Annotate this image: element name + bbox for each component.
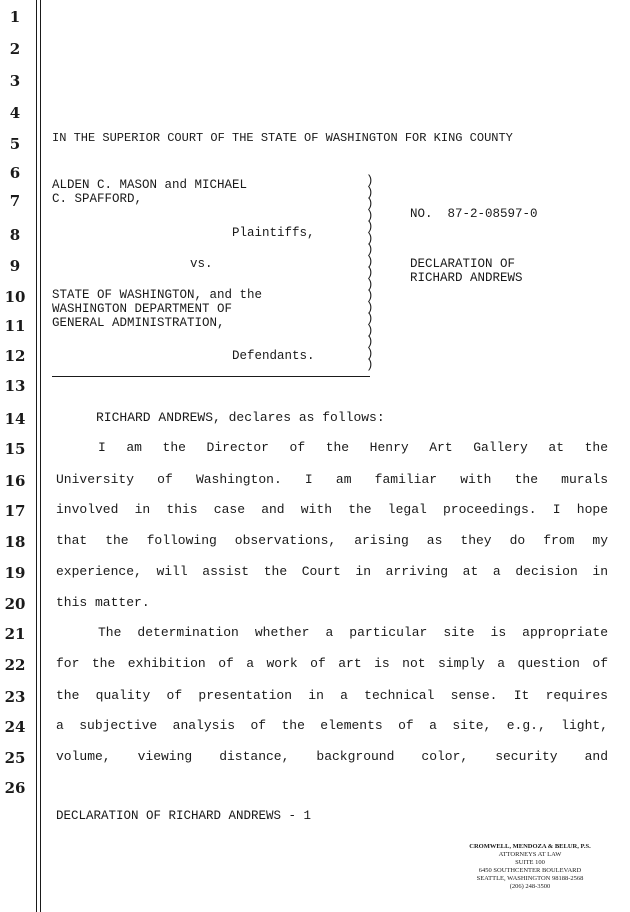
- plaintiffs-name-line1: ALDEN C. MASON and MICHAEL: [52, 178, 248, 192]
- line-number: 15: [4, 440, 26, 458]
- page-footer: DECLARATION OF RICHARD ANDREWS - 1: [56, 809, 312, 823]
- left-margin-rule-inner: [40, 0, 41, 912]
- body-line: this matter.: [56, 595, 150, 610]
- line-number: 23: [4, 688, 26, 706]
- law-firm-block: [432, 843, 628, 891]
- firm-line: SEATTLE, WASHINGTON 98188-2568: [476, 875, 584, 882]
- line-number: 11: [4, 317, 26, 335]
- line-number: 6: [9, 164, 21, 182]
- body-line: volume, viewing distance, background color, security and: [56, 749, 608, 764]
- body-line: for the exhibition of a work of art is not simply a question of: [56, 656, 608, 671]
- body-line: I am the Director of the Henry Art Gallery at the: [98, 440, 608, 455]
- line-number: 24: [4, 718, 26, 736]
- firm-line: ATTORNEYS AT LAW: [498, 851, 562, 858]
- line-number: 21: [4, 625, 26, 643]
- declaration-intro: RICHARD ANDREWS, declares as follows:: [96, 410, 385, 425]
- line-number: 3: [9, 72, 21, 90]
- line-number: 17: [4, 502, 26, 520]
- line-number: 16: [4, 472, 26, 490]
- body-line: involved in this case and with the legal proceedings. I hope: [56, 502, 608, 517]
- left-margin-rule: [36, 0, 37, 912]
- line-number: 25: [4, 749, 26, 767]
- line-number: 8: [9, 226, 21, 244]
- plaintiffs-name-line2: C. SPAFFORD,: [52, 192, 143, 206]
- body-line: The determination whether a particular site is appropriate: [98, 625, 608, 640]
- line-number: 10: [4, 288, 26, 306]
- body-line: that the following observations, arising as they do from my: [56, 533, 608, 548]
- firm-line: 6450 SOUTHCENTER BOULEVARD: [478, 867, 582, 874]
- case-number: NO. 87-2-08597-0: [410, 207, 538, 221]
- line-number: 12: [4, 347, 26, 365]
- line-number: 5: [9, 135, 21, 153]
- line-number: 13: [4, 377, 26, 395]
- line-number: 22: [4, 656, 26, 674]
- line-number: 18: [4, 533, 26, 551]
- line-number: 1: [9, 8, 21, 26]
- document-title-line2: RICHARD ANDREWS: [410, 271, 523, 285]
- body-line: experience, will assist the Court in arriving at a decision in: [56, 564, 608, 579]
- line-number: 20: [4, 595, 26, 613]
- court-heading: IN THE SUPERIOR COURT OF THE STATE OF WASHINGTON FOR KING COUNTY: [52, 131, 513, 145]
- body-line: University of Washington. I am familiar with the murals: [56, 472, 608, 487]
- line-number: 9: [9, 257, 21, 275]
- firm-name: CROMWELL, MENDOZA & BELUR, P.S.: [469, 843, 591, 850]
- firm-line: SUITE 100: [515, 859, 545, 866]
- defendants-name-line2: WASHINGTON DEPARTMENT OF: [52, 302, 233, 316]
- body-line: a subjective analysis of the elements of a site, e.g., light,: [56, 718, 608, 733]
- defendants-name-line3: GENERAL ADMINISTRATION,: [52, 316, 225, 330]
- versus: vs.: [190, 257, 213, 271]
- document-title-line1: DECLARATION OF: [410, 257, 516, 271]
- plaintiffs-label: Plaintiffs,: [232, 226, 315, 240]
- line-number: 26: [4, 779, 26, 797]
- caption-underline: [52, 376, 370, 377]
- line-number: 4: [9, 104, 21, 122]
- caption-parentheses: ) ) ) ) ) ) ) ) ) ) ) ) ) ) ) ) ): [366, 174, 374, 372]
- defendants-label: Defendants.: [232, 349, 315, 363]
- line-number: 19: [4, 564, 26, 582]
- body-line: the quality of presentation in a technical sense. It requires: [56, 688, 608, 703]
- line-number: 14: [4, 410, 26, 428]
- line-number: 2: [9, 40, 21, 58]
- line-number: 7: [9, 192, 21, 210]
- defendants-name-line1: STATE OF WASHINGTON, and the: [52, 288, 263, 302]
- firm-line: (206) 248-3500: [509, 883, 551, 890]
